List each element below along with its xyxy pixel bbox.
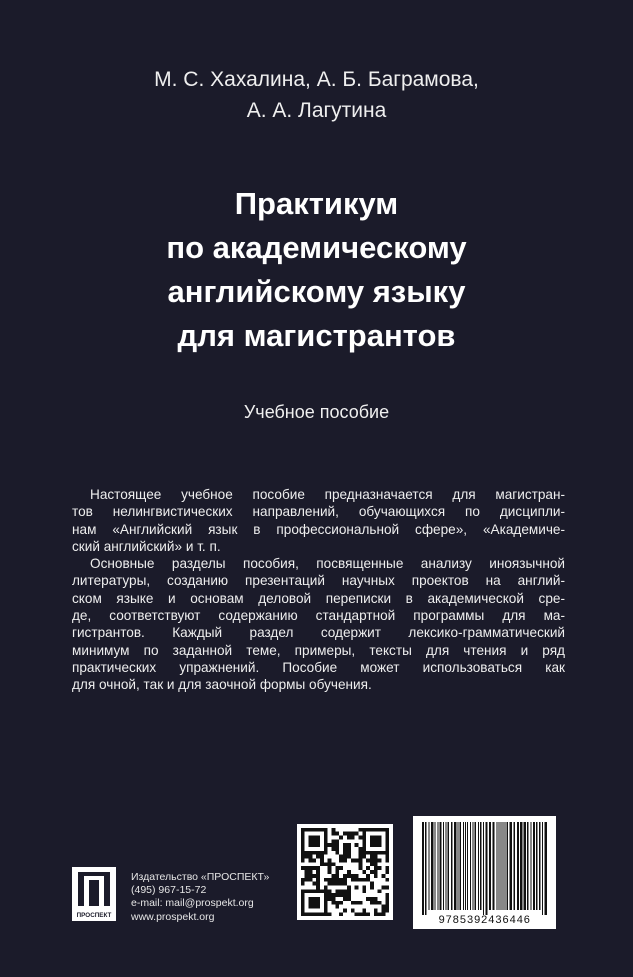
- annotation-line: Настоящее учебное пособие предназначается для магистран-: [90, 487, 565, 502]
- annotation-line: Основные разделы пособия, посвященные анализу иноязычной: [90, 556, 565, 572]
- authors: [0, 64, 633, 126]
- publisher-logo-text: ПРОСПЕКТ: [76, 912, 112, 919]
- publisher-website: www.prospekt.org: [131, 910, 215, 923]
- annotation-line: ском языке и основам деловой переписки в академической сре-: [72, 590, 565, 606]
- annotation: [72, 486, 565, 694]
- annotation-line: для очной, так и для заочной формы обучения.: [72, 677, 372, 693]
- annotation-line: гистрантов. Каждый раздел содержит лексико-грамматический: [72, 625, 565, 641]
- authors-line-1: М. С. Хахалина, А. Б. Баграмова,: [154, 68, 479, 91]
- title-line-2: по академическому: [166, 230, 467, 265]
- isbn-barcode: [413, 816, 556, 929]
- book-title: [0, 182, 633, 358]
- title-line-3: английскому языку: [167, 274, 466, 309]
- annotation-line: нам «Английский язык в профессиональной сфере», «Академиче-: [72, 521, 565, 537]
- authors-line-2: А. А. Лагутина: [246, 99, 387, 122]
- annotation-line: литературы, созданию презентаций научных проектов на англий-: [72, 573, 565, 589]
- annotation-line: ский английский» и т. п.: [72, 538, 221, 554]
- publisher-phone: (495) 967-15-72: [131, 884, 207, 897]
- title-line-4: для магистрантов: [177, 318, 456, 353]
- book-subtitle: Учебное пособие: [243, 402, 390, 422]
- annotation-line: де, соответствуют содержанию стандартной программы для ма-: [72, 608, 565, 624]
- publisher-logo: [72, 867, 116, 921]
- publisher-email: e-mail: mail@prospekt.org: [131, 897, 254, 910]
- publisher-info: [131, 871, 269, 924]
- title-line-1: Практикум: [234, 186, 399, 221]
- publisher-name: Издательство «ПРОСПЕКТ»: [131, 871, 270, 883]
- annotation-line: практических упражнений. Пособие может использоваться как: [72, 659, 565, 675]
- annotation-line: минимум по заданной теме, примеры, тексты для чтения и ряд: [72, 642, 565, 658]
- isbn-barcode-digits: 9785392436446: [438, 915, 531, 927]
- qr-code: [297, 824, 393, 920]
- annotation-line: тов нелингвистических направлений, обучающихся по дисципли-: [72, 504, 565, 520]
